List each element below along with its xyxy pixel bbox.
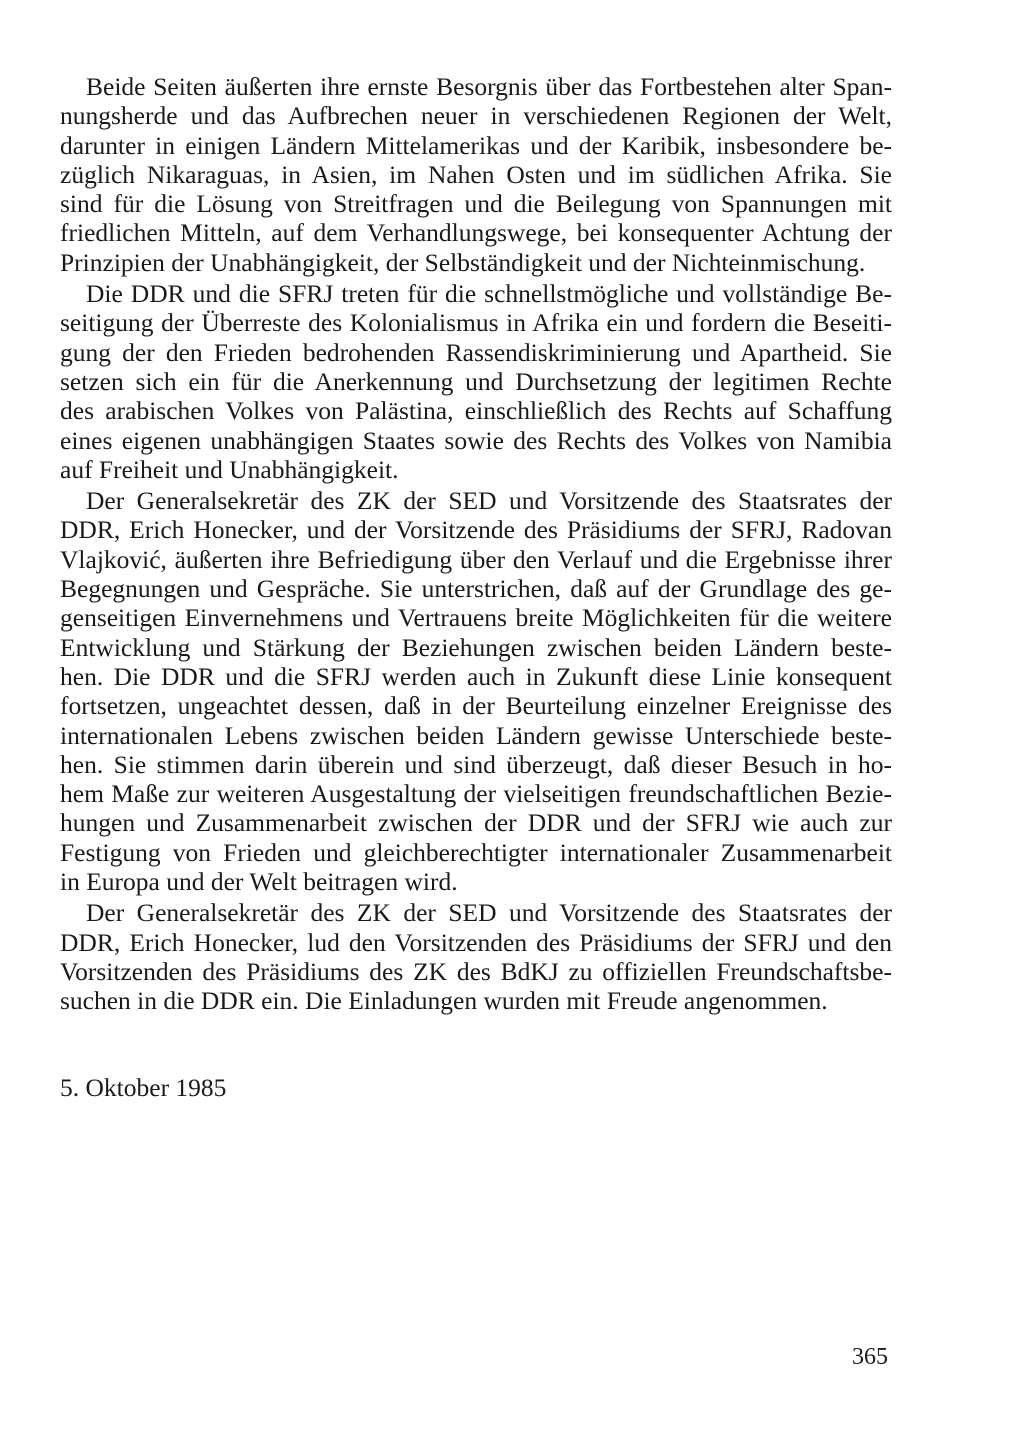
text-line: des arabischen Volkes von Palästina, einschließlich des Rechts auf Schaffung [60,396,892,426]
document-date: 5. Oktober 1985 [60,1073,227,1102]
paragraph-satisfaction [60,486,892,896]
text-line: seitigung der Überreste des Kolonialismus in Afrika ein und fordern die Beseiti- [60,308,892,338]
page-number: 365 [852,1344,888,1370]
text-line: suchen in die DDR ein. Die Einladungen wurden mit Freude angenommen. [60,986,828,1016]
text-line: hen. Sie stimmen darin überein und sind überzeugt, daß dieser Besuch in ho- [60,749,892,779]
paragraph-colonialism [60,279,892,484]
text-line: hem Maße zur weiteren Ausgestaltung der vielseitigen freundschaftlichen Bezie- [60,779,892,809]
text-line: Der Generalsekretär des ZK der SED und Vorsitzende des Staatsrates der [86,486,892,516]
text-line: DDR, Erich Honecker, lud den Vorsitzenden des Präsidiums der SFRJ und den [60,927,892,957]
text-line: hen. Die DDR und die SFRJ werden auch in Zukunft diese Linie konsequent [60,661,892,691]
text-line: fortsetzen, ungeachtet dessen, daß in der Beurteilung einzelner Ereignisse des [60,691,892,721]
text-line: sind für die Lösung von Streitfragen und die Beilegung von Spannungen mit [60,189,892,219]
text-line: Vorsitzenden des Präsidiums des ZK des BdKJ zu offiziellen Freundschaftsbe- [60,956,892,986]
text-line: DDR, Erich Honecker, und der Vorsitzende des Präsidiums der SFRJ, Radovan [60,515,892,545]
text-line: hungen und Zusammenarbeit zwischen der DDR und der SFRJ wie auch zur [60,808,892,838]
text-line: züglich Nikaraguas, in Asien, im Nahen Osten und im südlichen Afrika. Sie [60,159,892,189]
text-line: auf Freiheit und Unabhängigkeit. [60,454,399,484]
text-line: setzen sich ein für die Anerkennung und Durchsetzung der legitimen Rechte [60,366,892,396]
text-line: Prinzipien der Unabhängigkeit, der Selbständigkeit und der Nichteinmischung. [60,247,866,277]
text-line: nungsherde und das Aufbrechen neuer in verschiedenen Regionen der Welt, [60,101,892,131]
text-line: genseitigen Einvernehmens und Vertrauens breite Möglichkeiten für die weitere [60,603,892,633]
text-line: friedlichen Mitteln, auf dem Verhandlungswege, bei konsequenter Achtung der [60,218,892,248]
text-line: Die DDR und die SFRJ treten für die schnellstmögliche und vollständige Be- [86,279,892,309]
paragraph-invitation [60,898,892,1015]
paragraph-tensions [60,72,892,277]
text-line: Vlajković, äußerten ihre Befriedigung über den Verlauf und die Ergebnisse ihrer [60,544,892,574]
text-line: eines eigenen unabhängigen Staates sowie des Rechts des Volkes von Namibia [60,425,892,455]
text-line: Begegnungen und Gespräche. Sie unterstrichen, daß auf der Grundlage des ge- [60,574,892,604]
document-body [60,72,892,1018]
text-line: in Europa und der Welt beitragen wird. [60,867,458,897]
text-line: Beide Seiten äußerten ihre ernste Besorgnis über das Fortbestehen alter Span- [86,72,892,101]
text-line: gung der den Frieden bedrohenden Rassendiskriminierung und Apartheid. Sie [60,337,892,367]
text-line: Der Generalsekretär des ZK der SED und Vorsitzende des Staatsrates der [86,898,892,928]
text-line: darunter in einigen Ländern Mittelamerikas und der Karibik, insbesondere be- [60,130,892,160]
text-line: internationalen Lebens zwischen beiden Ländern gewisse Unterschiede beste- [60,720,892,750]
text-line: Festigung von Frieden und gleichberechtigter internationaler Zusammenarbeit [60,837,892,867]
text-line: Entwicklung und Stärkung der Beziehungen zwischen beiden Ländern beste- [60,632,892,662]
